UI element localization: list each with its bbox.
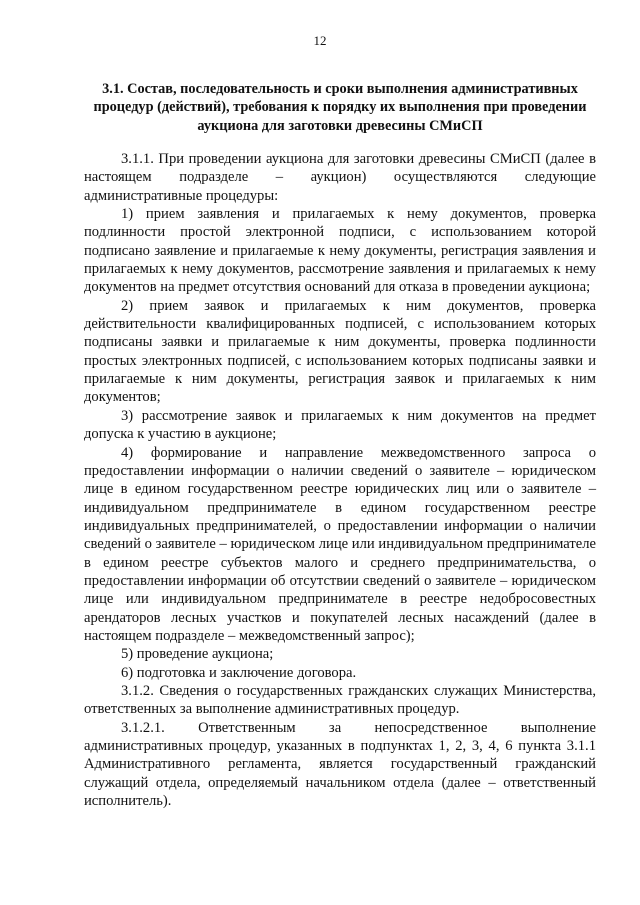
document-body (84, 150, 596, 810)
section-heading-line: процедур (действий), требования к порядку их выполнения при проведении (93, 99, 587, 116)
paragraph-3-1-2: 3.1.2. Сведения о государственных гражданских служащих Министерства, ответственных за выполнение административных процедур. (84, 682, 596, 718)
page-number: 12 (313, 33, 327, 48)
list-item-5: 5) проведение аукциона; (121, 646, 274, 663)
list-item-1: 1) прием заявления и прилагаемых к нему документов, проверка подлинности простой электронной подписи, с использованием которой подписано заявление и прилагаемые к нему документы, регистрация заявления и прилагаемых к нему документов, рассмотрение заявления и прилагаемых к нему документов на предмет отсутствия оснований для отказа в проведении аукциона; (84, 206, 596, 296)
list-item-4: 4) формирование и направление межведомственного запроса о предоставлении информации о наличии сведений о заявителе – юридическом лице в едином государственном реестре юридических лиц или о заявителе – индивидуальном предпринимателе в едином государственном реестре индивидуальных предпринимателей, о предоставлении информации о наличии сведений о заявителе – юридическом лице или индивидуальном предпринимателе в едином реестре субъектов малого и среднего предпринимательства, о предоставлении информации об отсутствии сведений о заявителе – юридическом лице или индивидуальном предпринимателе в реестре недобросовестных арендаторов лесных участков и покупателей лесных насаждений (далее в настоящем подразделе – межведомственный запрос); (84, 444, 596, 644)
list-item-2: 2) прием заявок и прилагаемых к ним документов, проверка действительности квалифицированных подписей, с использованием которых подписаны заявки и прилагаемые к ним документы, проверка подлинности простых электронных подписей, с использованием которых подписаны заявки и прилагаемые к ним документы, регистрация заявок и прилагаемых к ним документов; (84, 297, 596, 406)
section-heading-line: 3.1. Состав, последовательность и сроки выполнения административных (102, 81, 578, 97)
list-item-3: 3) рассмотрение заявок и прилагаемых к ним документов на предмет допуска к участию в аукционе; (84, 407, 596, 443)
list-item-6: 6) подготовка и заключение договора. (121, 664, 357, 681)
section-heading (84, 80, 596, 135)
section-heading-line: аукциона для заготовки древесины СМиСП (197, 117, 483, 134)
paragraph-3-1-2-1: 3.1.2.1. Ответственным за непосредственное выполнение административных процедур, указанных в подпунктах 1, 2, 3, 4, 6 пункта 3.1.1 Административного регламента, является государственный гражданский служащий отдела, определяемый начальником отдела (далее – ответственный исполнитель). (84, 719, 596, 810)
paragraph-3-1-1: 3.1.1. При проведении аукциона для заготовки древесины СМиСП (далее в настоящем подразделе – аукцион) осуществляются следующие административные процедуры: (84, 151, 596, 204)
